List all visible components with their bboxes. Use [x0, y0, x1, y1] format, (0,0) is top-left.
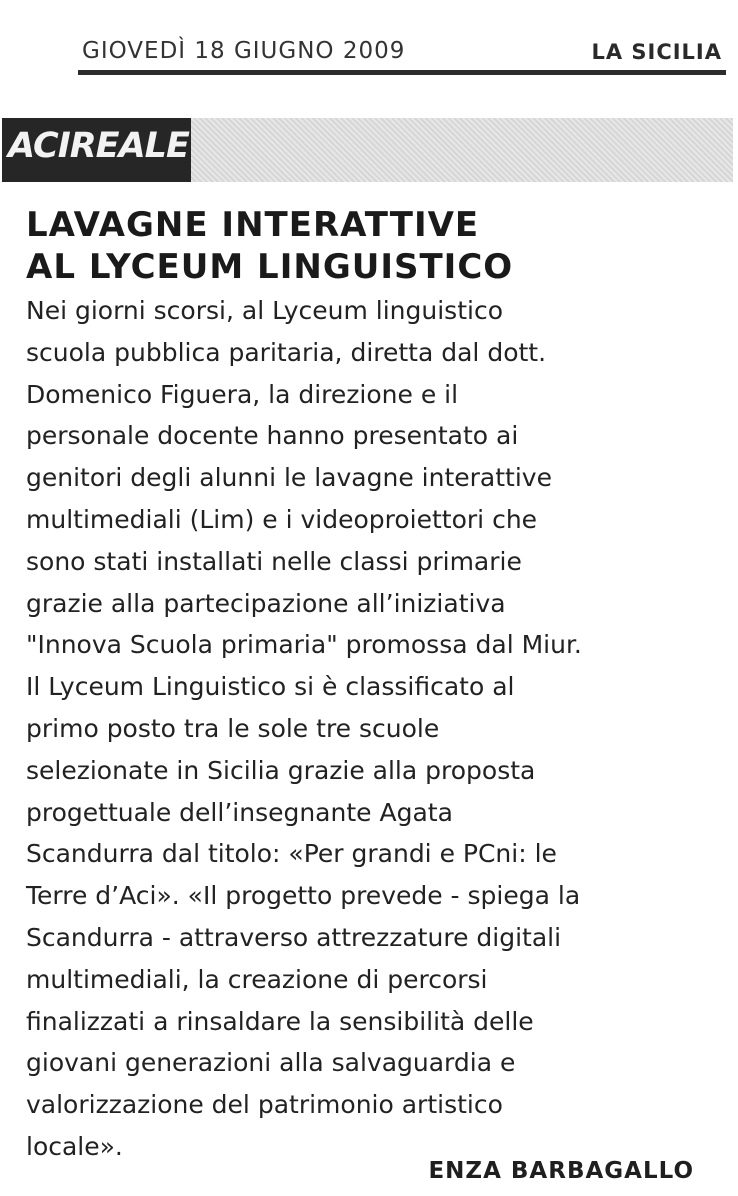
- body-line: Scandurra - attraverso attrezzature digitali: [26, 922, 562, 952]
- body-line: locale».: [26, 1131, 123, 1161]
- header-rule: [78, 70, 726, 75]
- body-line: Domenico Figuera, la direzione e il: [26, 379, 459, 409]
- article-title: [26, 204, 716, 288]
- body-line: primo posto tra le sole tre scuole: [26, 713, 440, 743]
- title-line: LAVAGNE INTERATTIVE: [26, 205, 480, 245]
- body-line: Nei giorni scorsi, al Lyceum linguistico: [26, 296, 503, 325]
- newspaper-name: LA SICILIA: [591, 40, 722, 64]
- byline: ENZA BARBAGALLO: [428, 1158, 694, 1184]
- body-line: multimediali (Lim) e i videoproiettori che: [26, 504, 538, 534]
- body-line: progettuale dell’insegnante Agata: [26, 797, 453, 827]
- body-line: giovani generazioni alla salvaguardia e: [26, 1048, 516, 1078]
- body-line: multimediali, la creazione di percorsi: [26, 964, 488, 994]
- title-line: AL LYCEUM LINGUISTICO: [26, 247, 514, 287]
- section-label: ACIREALE: [8, 126, 189, 166]
- publication-date: GIOVEDÌ 18 GIUGNO 2009: [82, 38, 406, 64]
- body-line: scuola pubblica paritaria, diretta dal dott.: [26, 337, 547, 367]
- body-line: grazie alla partecipazione all’iniziativa: [26, 588, 506, 618]
- body-line: sono stati installati nelle classi primarie: [26, 546, 522, 576]
- article-body: [26, 290, 726, 1168]
- body-line: valorizzazione del patrimonio artistico: [26, 1090, 503, 1120]
- body-line: selezionate in Sicilia grazie alla proposta: [26, 755, 536, 785]
- body-line: finalizzati a rinsaldare la sensibilità delle: [26, 1006, 534, 1036]
- body-line: "Innova Scuola primaria" promossa dal Miur.: [26, 630, 582, 660]
- page-header: [78, 34, 726, 70]
- body-line: personale docente hanno presentato ai: [26, 421, 519, 451]
- body-line: Terre d’Aci». «Il progetto prevede - spiega la: [26, 881, 581, 911]
- body-line: genitori degli alunni le lavagne interattive: [26, 463, 552, 493]
- body-line: Scandurra dal titolo: «Per grandi e PCni: le: [26, 839, 557, 869]
- body-line: Il Lyceum Linguistico si è classificato al: [26, 672, 515, 702]
